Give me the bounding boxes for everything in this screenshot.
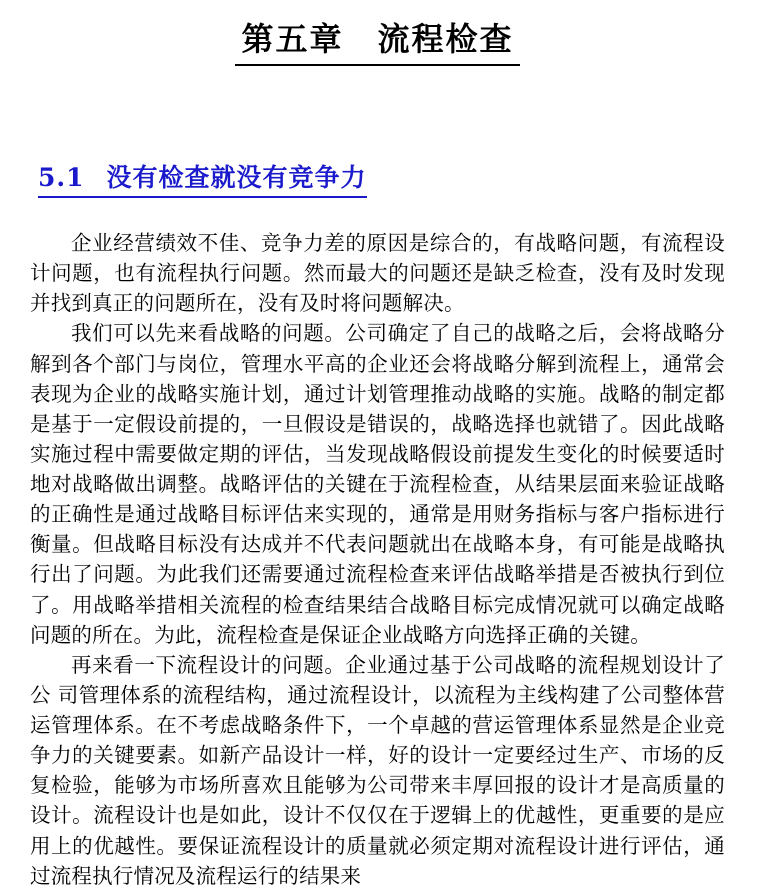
section-heading-wrapper (30, 70, 725, 198)
paragraph-3: 再来看一下流程设计的问题。企业通过基于公司战略的流程规划设计了公 司管理体系的流程结构，通过流程设计，以流程为主线构建了公司整体营运管理体系。在不考虑战略条件下，一个卓越的营运管理体系显然是企业竞争力的关键要素。如新产品设计一样，好的设计一定要经过生产、市场的反复检验，能够为市场所喜欢且能够为公司带来丰厚回报的设计才是高质量的设计。流程设计也是如此，设计不仅仅在于逻辑上的优越性，更重要的是应用上的优越性。要保证流程设计的质量就必须定期对流程设计进行评估，通过流程执行情况及流程运行的结果来 (30, 652, 725, 888)
paragraph-1: 企业经营绩效不佳、竞争力差的原因是综合的，有战略问题，有流程设计问题，也有流程执行问题。然而最大的问题还是缺乏检查，没有及时发现并找到真正的问题所在，没有及时将问题解决。 (30, 231, 725, 316)
body-text (30, 228, 725, 891)
document-page (0, 14, 763, 888)
paragraph-2: 我们可以先来看战略的问题。公司确定了自己的战略之后，会将战略分解到各个部门与岗位，管理水平高的企业还会将战略分解到流程上，通常会表现为企业的战略实施计划，通过计划管理推动战略的实施。战略的制定都是基于一定假设前提的，一旦假设是错误的，战略选择也就错了。因此战略实施过程中需要做定期的评估，当发现战略假设前提发生变化的时候要适时地对战略做出调整。战略评估的关键在于流程检查，从结果层面来验证战略的正确性是通过战略目标评估来实现的，通常是用财务指标与客户指标进行衡量。但战略目标没有达成并不代表问题就出在战略本身，有可能是战略执行出了问题。为此我们还需要通过流程检查来评估战略举措是否被执行到位了。用战略举措相关流程的检查结果结合战略目标完成情况就可以确定战略问题的所在。为此，流程检查是保证企业战略方向选择正确的关键。 (30, 321, 725, 647)
section-heading (38, 158, 367, 198)
chapter-title (30, 14, 725, 70)
section-number: 5.1 (38, 163, 85, 192)
section-title: 没有检查就没有竞争力 (106, 163, 367, 192)
chapter-title-text: 第五章 流程检查 (235, 14, 519, 66)
